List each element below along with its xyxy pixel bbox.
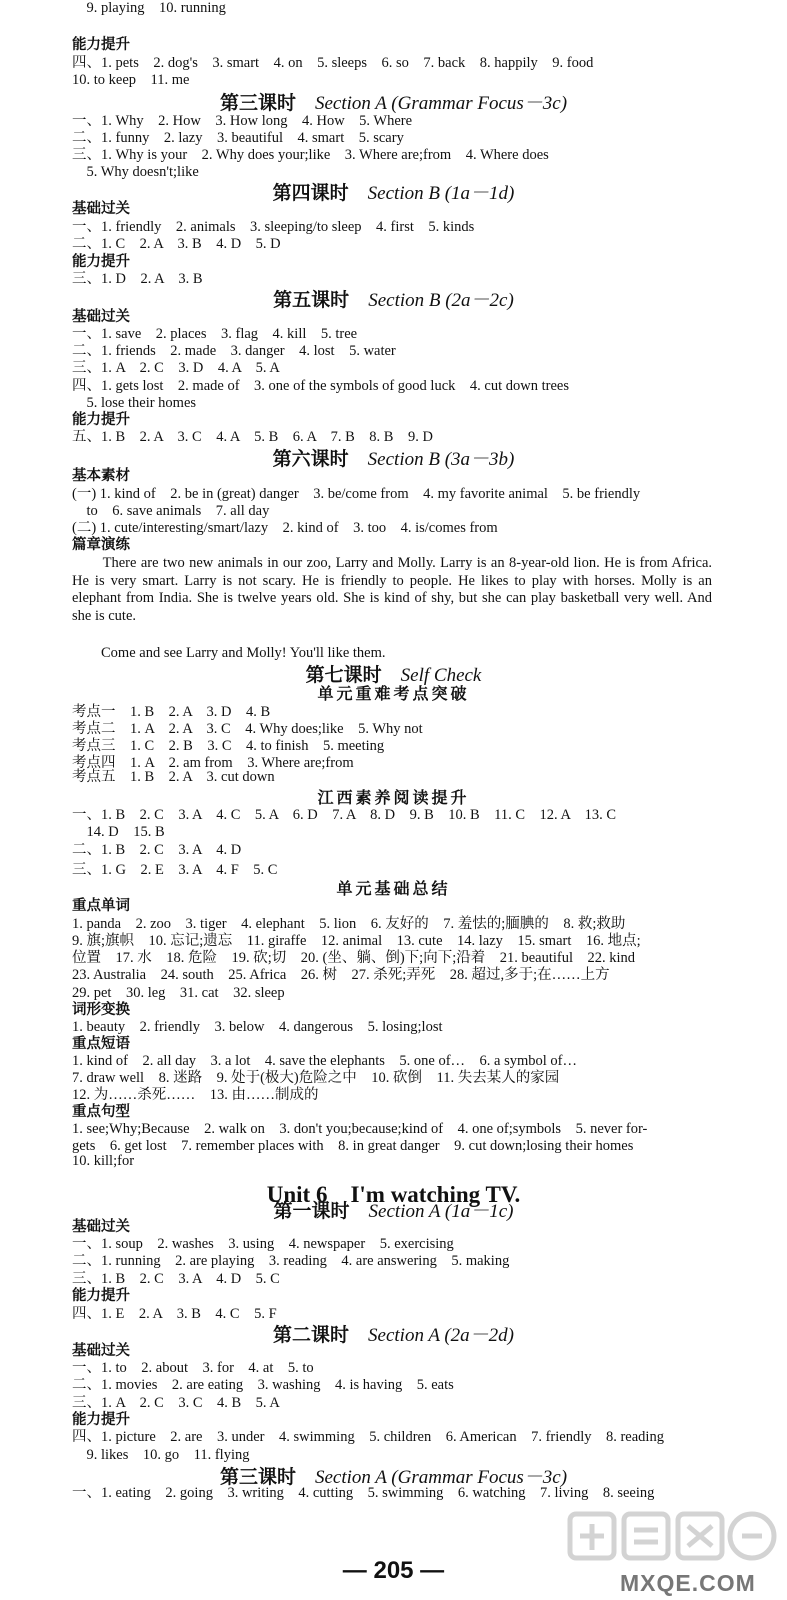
answer-line: 二、1. C 2. A 3. B 4. D 5. D	[72, 236, 281, 252]
exercise-label: 基本素材	[72, 468, 130, 484]
unit-title: Unit 6 I'm watching TV.	[266, 1182, 521, 1207]
answer-line: 考点一 1. B 2. A 3. D 4. B	[72, 704, 271, 720]
section-title: Section B (1a－1d)	[367, 183, 515, 204]
answer-line: 二、1. movies 2. are eating 3. washing 4. is having 5. eats	[72, 1377, 454, 1393]
answer-line: 一、1. soup 2. washes 3. using 4. newspaper 5. exercising	[72, 1236, 454, 1252]
exercise-label: 基础过关	[72, 201, 130, 217]
answer-line: gets 6. get lost 7. remember places with 8. in great danger 9. cut down;losing their homes	[72, 1138, 634, 1154]
subsection-heading: 单元基础总结	[336, 881, 451, 898]
subsection-heading: 单元重难考点突破	[317, 686, 470, 703]
subsection-heading: 江西素养阅读提升	[317, 790, 470, 807]
lesson-heading	[0, 93, 787, 115]
answer-line: 考点四 1. A 2. am from 3. Where are;from	[72, 755, 354, 771]
answer-line: 14. D 15. B	[72, 824, 165, 840]
section-title: Section A (1a－1c)	[368, 1201, 514, 1222]
answer-line: 二、1. B 2. C 3. A 4. D	[72, 842, 242, 858]
answer-line: 考点二 1. A 2. A 3. C 4. Why does;like 5. Why not	[72, 721, 423, 737]
exercise-label: 能力提升	[72, 37, 130, 53]
answer-line: 9. 旗;旗帜 10. 忘记;遗忘 11. giraffe 12. animal 13. cute 14. lazy 15. smart 16. 地点;	[72, 933, 641, 949]
exercise-label: 词形变换	[72, 1002, 130, 1018]
page-number: — 205 —	[342, 1557, 445, 1584]
lesson-title: 第四课时	[272, 183, 349, 204]
section-title: Section A (Grammar Focus－3c)	[314, 1467, 568, 1488]
exercise-label: 重点单词	[72, 898, 130, 914]
exercise-label: 重点句型	[72, 1104, 130, 1120]
answer-line: 二、1. funny 2. lazy 3. beautiful 4. smart 5. scary	[72, 130, 404, 146]
exercise-label: 篇章演练	[72, 537, 130, 553]
answer-line: 三、1. A 2. C 3. D 4. A 5. A	[72, 360, 280, 376]
answer-line: 12. 为……杀死…… 13. 由……制成的	[72, 1087, 319, 1103]
answer-line: 9. playing 10. running	[72, 0, 226, 16]
section-title: Section A (2a－2d)	[368, 1325, 515, 1346]
lesson-title: 第三课时	[219, 93, 296, 114]
lesson-title: 第三课时	[219, 1467, 296, 1488]
answer-line: 四、1. gets lost 2. made of 3. one of the symbols of good luck 4. cut down trees	[72, 378, 569, 394]
section-title: Section B (3a－3b)	[367, 449, 515, 470]
answer-line: 三、1. D 2. A 3. B	[72, 271, 203, 287]
answer-line: (一) 1. kind of 2. be in (great) danger 3. be/come from 4. my favorite animal 5. be friendly	[72, 486, 641, 502]
exercise-label: 重点短语	[72, 1036, 130, 1052]
exercise-label: 基础过关	[72, 1343, 130, 1359]
lesson-heading	[0, 665, 787, 687]
answer-line: (二) 1. cute/interesting/smart/lazy 2. kind of 3. too 4. is/comes from	[72, 520, 498, 536]
answer-line: 1. beauty 2. friendly 3. below 4. dangerous 5. losing;lost	[72, 1019, 443, 1035]
section-title: Section B (2a－2c)	[368, 290, 514, 311]
answer-line: 一、1. Why 2. How 3. How long 4. How 5. Where	[72, 113, 413, 129]
answer-line: 1. see;Why;Because 2. walk on 3. don't you;because;kind of 4. one of;symbols 5. never for-	[72, 1121, 648, 1137]
lesson-title: 第六课时	[272, 449, 349, 470]
section-title: Section A (Grammar Focus－3c)	[314, 93, 568, 114]
exercise-label: 基础过关	[72, 1219, 130, 1235]
answer-line: 29. pet 30. leg 31. cat 32. sleep	[72, 985, 285, 1001]
passage-paragraph: Come and see Larry and Molly! You'll like them.	[72, 645, 386, 661]
answer-line: 23. Australia 24. south 25. Africa 26. 树 27. 杀死;弄死 28. 超过,多于;在……上方	[72, 967, 610, 983]
lesson-title: 第五课时	[273, 290, 350, 311]
answer-line: 四、1. pets 2. dog's 3. smart 4. on 5. sleeps 6. so 7. back 8. happily 9. food	[72, 55, 594, 71]
answer-line: 一、1. eating 2. going 3. writing 4. cutting 5. swimming 6. watching 7. living 8. seeing	[72, 1485, 655, 1501]
answer-line: 9. likes 10. go 11. flying	[72, 1447, 250, 1463]
answer-line: 考点三 1. C 2. B 3. C 4. to finish 5. meeting	[72, 738, 385, 754]
answer-line: 1. kind of 2. all day 3. a lot 4. save the elephants 5. one of… 6. a symbol of…	[72, 1053, 577, 1069]
answer-line: 一、1. B 2. C 3. A 4. C 5. A 6. D 7. A 8. D 9. B 10. B 11. C 12. A 13. C	[72, 807, 617, 823]
answer-line: 二、1. running 2. are playing 3. reading 4. are answering 5. making	[72, 1253, 510, 1269]
answer-line: 10. kill;for	[72, 1153, 135, 1169]
answer-line: to 6. save animals 7. all day	[72, 503, 270, 519]
answer-line: 1. panda 2. zoo 3. tiger 4. elephant 5. lion 6. 友好的 7. 羞怯的;腼腆的 8. 救;救助	[72, 916, 626, 932]
answer-line: 7. draw well 8. 迷路 9. 处于(极大)危险之中 10. 砍倒 11. 失去某人的家园	[72, 1070, 560, 1086]
answer-line: 五、1. B 2. A 3. C 4. A 5. B 6. A 7. B 8. B 9. D	[72, 429, 433, 445]
exercise-label: 基础过关	[72, 309, 130, 325]
exercise-label: 能力提升	[72, 254, 130, 270]
answer-line: 位置 17. 水 18. 危险 19. 砍;切 20. (坐、躺、倒)下;向下;沿着 21. beautiful 22. kind	[72, 950, 636, 966]
answer-line: 三、1. A 2. C 3. C 4. B 5. A	[72, 1395, 280, 1411]
answer-line: 三、1. G 2. E 3. A 4. F 5. C	[72, 862, 278, 878]
watermark-text: MXQE.COM	[620, 1570, 756, 1596]
lesson-title: 第二课时	[272, 1325, 349, 1346]
answer-line: 四、1. E 2. A 3. B 4. C 5. F	[72, 1306, 277, 1322]
section-title: Self Check	[400, 665, 482, 686]
lesson-title: 第七课时	[305, 665, 382, 686]
answer-line: 一、1. save 2. places 3. flag 4. kill 5. tree	[72, 326, 358, 342]
answer-line: 考点五 1. B 2. A 3. cut down	[72, 769, 275, 785]
answer-line: 一、1. friendly 2. animals 3. sleeping/to sleep 4. first 5. kinds	[72, 219, 475, 235]
exercise-label: 能力提升	[72, 1288, 130, 1304]
answer-line: 三、1. B 2. C 3. A 4. D 5. C	[72, 1271, 280, 1287]
exercise-label: 能力提升	[72, 412, 130, 428]
answer-line: 一、1. to 2. about 3. for 4. at 5. to	[72, 1360, 314, 1376]
answer-line: 四、1. picture 2. are 3. under 4. swimming 5. children 6. American 7. friendly 8. reading	[72, 1429, 664, 1445]
answer-line: 5. Why doesn't;like	[72, 164, 199, 180]
answer-line: 三、1. Why is your 2. Why does your;like 3. Where are;from 4. Where does	[72, 147, 549, 163]
passage-paragraph: There are two new animals in our zoo, Larry and Molly. Larry is an 8-year-old lion. He is from Africa. He is very smart. Larry is not scary. He is friendly to people. He likes to play with horses. Molly is an elephant from India. She is twelve years old. She is kind of shy, but she can play basketball very well. And she is cute.	[72, 555, 712, 624]
answer-line: 二、1. friends 2. made 3. danger 4. lost 5. water	[72, 343, 396, 359]
lesson-title: 第一课时	[273, 1201, 350, 1222]
answer-line: 10. to keep 11. me	[72, 72, 190, 88]
exercise-label: 能力提升	[72, 1412, 130, 1428]
answer-line: 5. lose their homes	[72, 395, 197, 411]
